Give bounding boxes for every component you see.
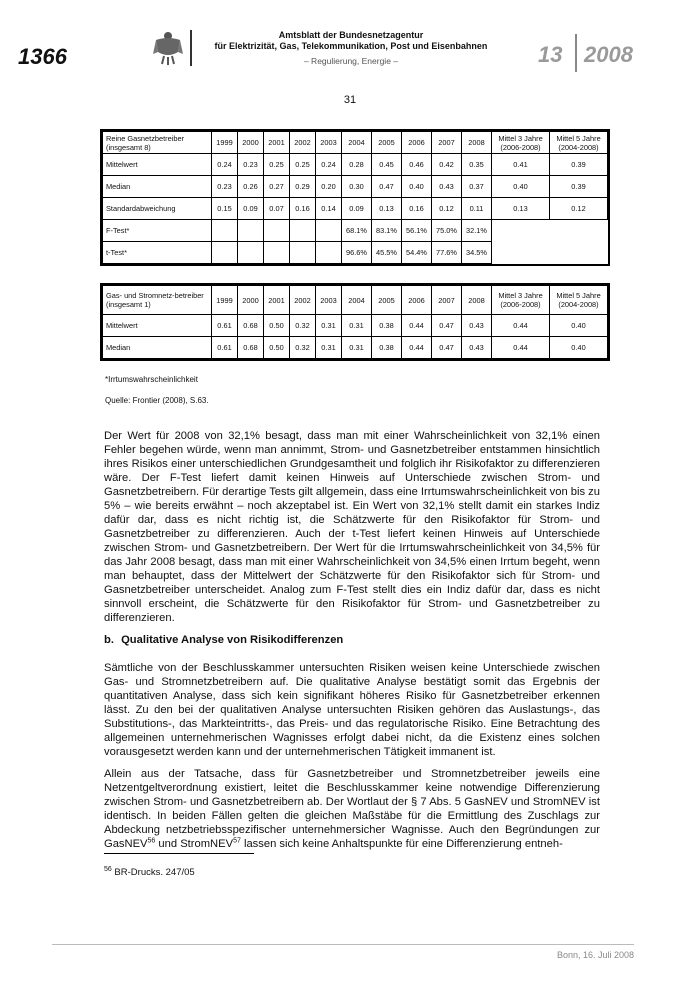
- empty-cell: [316, 220, 342, 242]
- value-cell: 0.45: [372, 154, 402, 176]
- mean3-header: Mittel 3 Jahre (2006-2008): [492, 286, 550, 315]
- empty-cell: [316, 242, 342, 264]
- row-label: Median: [103, 337, 212, 359]
- issue-number: 13: [538, 42, 563, 67]
- value-cell: 0.14: [316, 198, 342, 220]
- source-note: Quelle: Frontier (2008), S.63.: [105, 396, 209, 405]
- section-title: Qualitative Analyse von Risikodifferenzen: [121, 634, 344, 646]
- year-cell: 1999: [212, 286, 238, 315]
- value-cell: 0.43: [432, 176, 462, 198]
- gas-and-power-operators-table: [102, 285, 608, 359]
- value-cell: 0.44: [402, 337, 432, 359]
- value-cell: 0.50: [264, 315, 290, 337]
- value-cell: 0.11: [462, 198, 492, 220]
- value-cell: 0.43: [462, 337, 492, 359]
- value-cell: 0.15: [212, 198, 238, 220]
- paragraph-2: [104, 661, 600, 759]
- value-cell: 32.1%: [462, 220, 492, 242]
- federal-eagle-icon: [152, 30, 184, 66]
- mean3-cell: 0.41: [492, 154, 550, 176]
- year-cell: 2006: [402, 286, 432, 315]
- year-cell: 2000: [238, 132, 264, 154]
- value-cell: 0.25: [290, 154, 316, 176]
- value-cell: 77.6%: [432, 242, 462, 264]
- value-cell: 83.1%: [372, 220, 402, 242]
- value-cell: 0.13: [372, 198, 402, 220]
- row-label: Mittelwert: [103, 154, 212, 176]
- mean3-cell: 0.44: [492, 337, 550, 359]
- value-cell: 0.40: [402, 176, 432, 198]
- table-row: [103, 220, 608, 242]
- year-cell: 2002: [290, 132, 316, 154]
- section-heading: [104, 634, 343, 646]
- value-cell: 0.31: [342, 337, 372, 359]
- footnote: [104, 867, 195, 878]
- mean3-cell: 0.40: [492, 176, 550, 198]
- value-cell: 0.47: [432, 337, 462, 359]
- table-row: [103, 176, 608, 198]
- table-row: [103, 154, 608, 176]
- mean5-cell: 0.40: [550, 337, 608, 359]
- mean5-cell: 0.39: [550, 176, 608, 198]
- year-cell: 2001: [264, 286, 290, 315]
- year-cell: 2008: [462, 286, 492, 315]
- row-label: Median: [103, 176, 212, 198]
- value-cell: 75.0%: [432, 220, 462, 242]
- footnote-text: BR-Drucks. 247/05: [111, 867, 195, 878]
- empty-cell: [212, 242, 238, 264]
- row-label: t-Test*: [103, 242, 212, 264]
- value-cell: 0.42: [432, 154, 462, 176]
- paragraph-1: [104, 429, 600, 625]
- year-cell: 2006: [402, 132, 432, 154]
- issue-year: 2008: [584, 42, 633, 67]
- value-cell: 0.38: [372, 337, 402, 359]
- header-divider: [190, 30, 192, 66]
- value-cell: 56.1%: [402, 220, 432, 242]
- empty-cell: [238, 220, 264, 242]
- empty-cell: [492, 220, 608, 264]
- year-cell: 2001: [264, 132, 290, 154]
- issue-divider: [575, 34, 577, 72]
- empty-cell: [264, 220, 290, 242]
- value-cell: 0.16: [402, 198, 432, 220]
- value-cell: 0.20: [316, 176, 342, 198]
- paragraph-text-part: Allein aus der Tatsache, dass für Gasnetzbetreiber und Stromnetzbetreiber jeweils eine Netzentgeltverordnung existiert, leitet die Beschlusskammer keine notwendige Differenzierung zwischen Strom- und Gasnetzbetreibern ab. Der Wortlaut der § 7 Abs. 5 GasNEV und StromNEV ist identisch. In beiden Fällen gelten die gleichen Maßstäbe für die Ermittlung des Zuschlags zur Abdeckung netzbetriebsspezifischer unternehmersicher Wagnisse. Auch den Begründungen zur GasNEV: [104, 768, 600, 850]
- year-cell: 2002: [290, 286, 316, 315]
- footer-divider: [52, 944, 634, 945]
- mean5-header: Mittel 5 Jahre (2004-2008): [550, 132, 608, 154]
- year-cell: 2000: [238, 286, 264, 315]
- value-cell: 0.37: [462, 176, 492, 198]
- value-cell: 0.09: [238, 198, 264, 220]
- empty-cell: [212, 220, 238, 242]
- empty-cell: [290, 242, 316, 264]
- value-cell: 0.38: [372, 315, 402, 337]
- paragraph-text-part: und StromNEV: [155, 838, 234, 850]
- value-cell: 0.32: [290, 337, 316, 359]
- value-cell: 96.6%: [342, 242, 372, 264]
- footnote-ref[interactable]: 57: [233, 837, 241, 845]
- section-letter: b.: [104, 634, 114, 646]
- local-page-number: 31: [343, 94, 357, 106]
- value-cell: 0.46: [402, 154, 432, 176]
- row-label: Mittelwert: [103, 315, 212, 337]
- year-cell: 2004: [342, 132, 372, 154]
- mean3-header: Mittel 3 Jahre (2006-2008): [492, 132, 550, 154]
- page-number: 1366: [18, 44, 67, 69]
- table-header-label: Gas- und Stromnetz-betreiber (insgesamt 1): [103, 286, 212, 315]
- year-cell: 2008: [462, 132, 492, 154]
- value-cell: 0.43: [462, 315, 492, 337]
- empty-cell: [238, 242, 264, 264]
- paragraph-text-part: lassen sich keine Anhaltspunkte für eine Differenzierung entneh-: [240, 838, 563, 850]
- paragraph-3: [104, 767, 600, 851]
- value-cell: 0.24: [212, 154, 238, 176]
- value-cell: 0.31: [342, 315, 372, 337]
- year-cell: 2003: [316, 286, 342, 315]
- value-cell: 0.35: [462, 154, 492, 176]
- value-cell: 0.25: [264, 154, 290, 176]
- year-cell: 2004: [342, 286, 372, 315]
- value-cell: 0.24: [316, 154, 342, 176]
- value-cell: 54.4%: [402, 242, 432, 264]
- paragraph-text: Der Wert für 2008 von 32,1% besagt, dass man mit einer Wahrscheinlichkeit von 32,1% einen Fehler begehen würde, wenn man annimmt, Strom- und Gasnetzbetreiber entstammen hinsichtlich ihres Risikos einer unterschiedlichen Grundgesamtheit und folglich ihr Risikofaktor zu differenzieren wäre. Der F-Test liefert damit keinen Hinweis auf Unterschiede zwischen Strom- und Gasnetzbetreibern. Für derartige Tests gilt allgemein, dass eine Irrtumswahrscheinlichkeit von bis zu 5% – wie bereits erwähnt – noch akzeptabel ist. Ein Wert von 32,1% stellt damit ein starkes Indiz dafür dar, dass es nicht richtig ist, die Schätzwerte für den Risikofaktor für Strom- und Gasnetzbetreiber zu differenzieren. Auch der t-Test liefert keinen Hinweis auf Unterschiede zwischen Strom- und Gasnetzbetreibern. Der Wert für die Irrtumswahrscheinlichkeit von 34,5% für das Jahr 2008 besagt, dass man mit einer Wahrscheinlichkeit von 34,5% einen Irrtum begeht, wenn man behauptet, dass der Mittelwert der Schätzwerte für den Risikofaktor sich für Strom- und Gasnetzbetreiber unterscheidet. Analog zum F-Test stellt dies ein Indiz dafür dar, dass es nicht sinnvoll erscheint, die Schätzwerte für den Risikofaktor für Strom- und Gasnetzbetreiber zu differenzieren.: [104, 430, 601, 624]
- value-cell: 0.32: [290, 315, 316, 337]
- masthead-title-line1: Amtsblatt der Bundesnetzagentur: [278, 30, 424, 40]
- masthead: [196, 30, 506, 66]
- year-cell: 1999: [212, 132, 238, 154]
- value-cell: 0.23: [212, 176, 238, 198]
- table-row: [103, 198, 608, 220]
- value-cell: 0.26: [238, 176, 264, 198]
- gas-operators-table: [102, 131, 608, 264]
- value-cell: 68.1%: [342, 220, 372, 242]
- value-cell: 45.5%: [372, 242, 402, 264]
- empty-cell: [264, 242, 290, 264]
- mean5-cell: 0.39: [550, 154, 608, 176]
- value-cell: 0.31: [316, 337, 342, 359]
- table-header-row: [103, 286, 608, 315]
- value-cell: 0.23: [238, 154, 264, 176]
- asterisk-note: *Irrtumswahrscheinlichkeit: [105, 375, 198, 384]
- table-row: [103, 315, 608, 337]
- row-label: F-Test*: [103, 220, 212, 242]
- mean5-cell: 0.40: [550, 315, 608, 337]
- table-header-row: [103, 132, 608, 154]
- value-cell: 0.68: [238, 315, 264, 337]
- table-row: [103, 337, 608, 359]
- value-cell: 0.12: [432, 198, 462, 220]
- paragraph-text: [104, 767, 600, 851]
- mean3-cell: 0.13: [492, 198, 550, 220]
- value-cell: 0.61: [212, 315, 238, 337]
- footnote-ref[interactable]: 56: [147, 837, 156, 845]
- mean5-cell: 0.12: [550, 198, 608, 220]
- paragraph-text: Sämtliche von der Beschlusskammer untersuchten Risiken weisen keine Unterschiede zwischen Gas- und Stromnetzbetreibern auf. Die qualitative Analyse bestätigt somit das Ergebnis der quantitativen Analyse, dass sich kein signifikant höheres Risiko für Gasnetzbetreiber erkennen lässt. Zu den bei der qualitativen Analyse untersuchten Risiken gehören das Auslastungs-, das Substitutions-, das Markteintritts-, das Preis- und das regulatorische Risiko. Eine Betrachtung des allgemeinen unternehmerischen Wagnisses erfolgt dabei nicht, da die Existenz eines solchen vorausgesetzt werden kann und der unternehmerischen Tätigkeit immanent ist.: [104, 662, 600, 758]
- masthead-title-line2: für Elektrizität, Gas, Telekommunikation, Post und Eisenbahnen: [214, 41, 488, 51]
- value-cell: 0.09: [342, 198, 372, 220]
- value-cell: 0.30: [342, 176, 372, 198]
- value-cell: 0.47: [432, 315, 462, 337]
- footer-date: Bonn, 16. Juli 2008: [556, 950, 634, 960]
- year-cell: 2005: [372, 286, 402, 315]
- table-header-label: Reine Gasnetzbetreiber (insgesamt 8): [103, 132, 212, 154]
- year-cell: 2005: [372, 132, 402, 154]
- footnote-divider: [104, 853, 254, 854]
- row-label: Standardabweichung: [103, 198, 212, 220]
- value-cell: 0.16: [290, 198, 316, 220]
- value-cell: 0.29: [290, 176, 316, 198]
- empty-cell: [290, 220, 316, 242]
- value-cell: 34.5%: [462, 242, 492, 264]
- value-cell: 0.68: [238, 337, 264, 359]
- value-cell: 0.61: [212, 337, 238, 359]
- mean3-cell: 0.44: [492, 315, 550, 337]
- value-cell: 0.28: [342, 154, 372, 176]
- year-cell: 2007: [432, 132, 462, 154]
- mean5-header: Mittel 5 Jahre (2004-2008): [550, 286, 608, 315]
- year-cell: 2007: [432, 286, 462, 315]
- value-cell: 0.27: [264, 176, 290, 198]
- value-cell: 0.07: [264, 198, 290, 220]
- value-cell: 0.31: [316, 315, 342, 337]
- value-cell: 0.44: [402, 315, 432, 337]
- value-cell: 0.50: [264, 337, 290, 359]
- value-cell: 0.47: [372, 176, 402, 198]
- footnote-number: 56: [104, 865, 112, 873]
- masthead-subtitle: – Regulierung, Energie –: [303, 56, 399, 66]
- year-cell: 2003: [316, 132, 342, 154]
